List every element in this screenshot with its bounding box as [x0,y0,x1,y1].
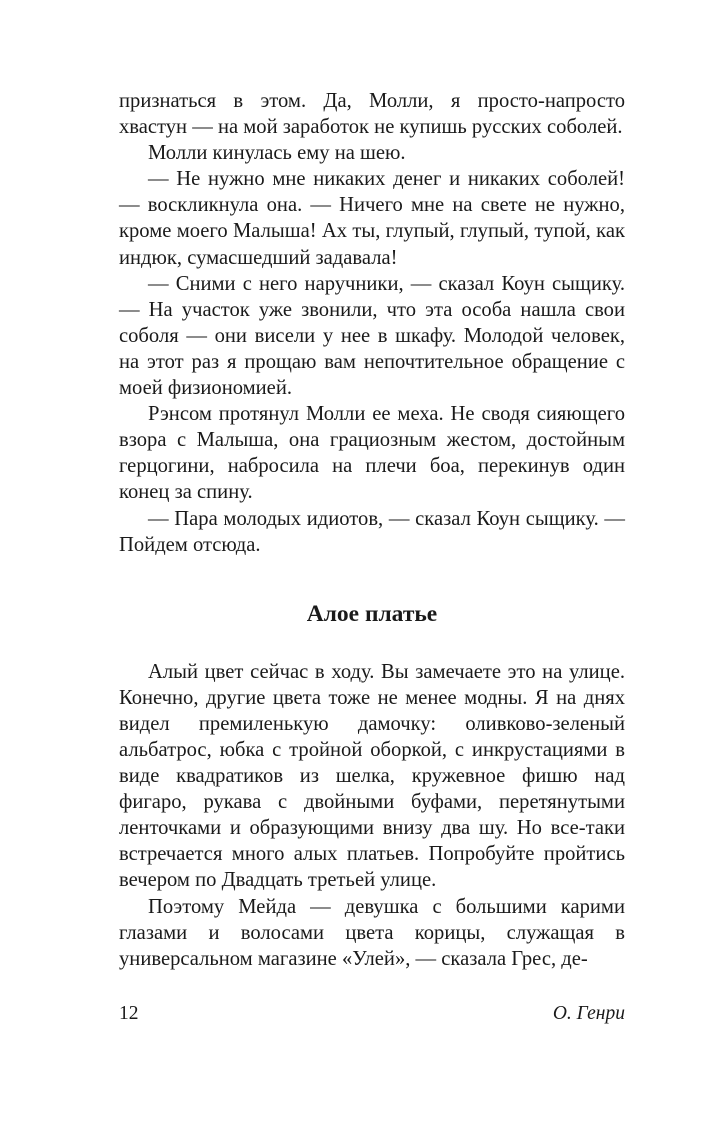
page-body [119,88,625,972]
section-spacer [119,558,625,599]
paragraph: Рэнсом протянул Молли ее меха. Не сводя сияющего взора с Малыша, она грациозным жестом, достойным герцогини, набросила на плечи боа, перекинув один конец за спину. [119,403,625,504]
running-author: О. Генри [552,1003,625,1024]
chapter-title: Алое платье [306,600,438,627]
paragraph: — Пара молодых идиотов, — сказал Коун сыщику. — Пойдем отсюда. [119,507,625,556]
paragraph: Поэтому Мейда — девушка с большими карими глазами и волосами цвета корицы, служащая в универсальном магазине «Улей», — сказала Грес, де- [119,895,625,970]
section-spacer [119,629,625,659]
page-number: 12 [119,1003,139,1024]
paragraph: Алый цвет сейчас в ходу. Вы замечаете это на улице. Конечно, другие цвета тоже не менее модны. Я на днях видел премиленькую дамочку: оливково-зеленый альбатрос, юбка с тройной оборкой, с инкрустациями в виде квадратиков из шелка, кружевное фишю над фигаро, рукава с двойными буфами, перетянутыми ленточками и образующими внизу два шу. Но все-таки встречается много алых платьев. Попробуйте пройтись вечером по Двадцать третьей улице. [119,660,625,892]
paragraph: Молли кинулась ему на шею. [148,142,406,165]
paragraph: признаться в этом. Да, Молли, я просто-напросто хвастун — на мой заработок не купишь русских соболей. [119,90,625,139]
paragraph: — Не нужно мне никаких денег и никаких соболей! — воскликнула она. — Ничего мне на свете не нужно, кроме моего Малыша! Ах ты, глупый, глупый, тупой, как индюк, сумасшедший задавала! [119,168,625,269]
paragraph: — Сними с него наручники, — сказал Коун сыщику. — На участок уже звонили, что эта особа нашла свои соболя — они висели у нее в шкафу. Молодой человек, на этот раз я прощаю вам непочтительное обращение с моей физиономией. [119,272,625,400]
page-footer [119,1002,625,1026]
